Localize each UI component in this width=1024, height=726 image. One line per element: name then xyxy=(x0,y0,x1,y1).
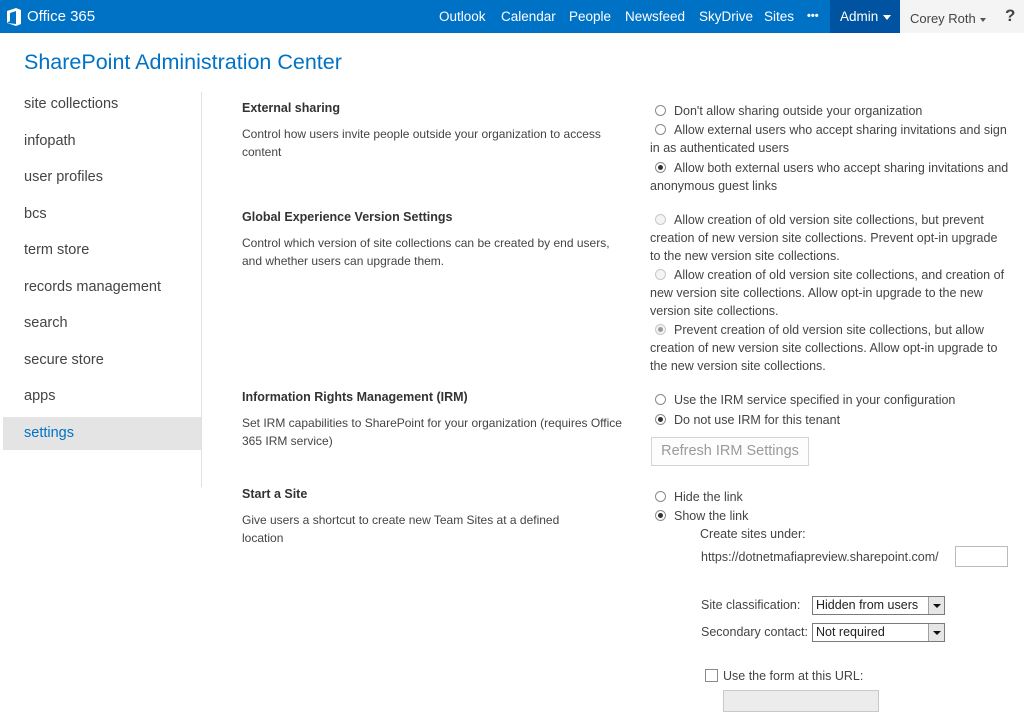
create-sites-under-label: Create sites under: xyxy=(700,527,806,541)
site-path-input[interactable] xyxy=(955,546,1008,567)
option-global-experience-0 xyxy=(650,211,1010,265)
leftnav-secure-store[interactable]: secure store xyxy=(24,352,104,368)
nav-sites[interactable]: Sites xyxy=(764,9,795,24)
leftnav-divider xyxy=(201,92,202,487)
radio-button[interactable] xyxy=(655,214,666,225)
radio-button-selected[interactable] xyxy=(655,510,666,521)
section-desc-irm: Set IRM capabilities to SharePoint for your organization (requires Office 365 IRM service) xyxy=(242,416,622,448)
nav-people[interactable]: People xyxy=(569,9,612,24)
help-icon[interactable]: ? xyxy=(1005,6,1016,25)
option-external-sharing-0 xyxy=(650,102,1010,120)
radio-button[interactable] xyxy=(655,269,666,280)
leftnav-search[interactable]: search xyxy=(24,315,68,331)
office365-brand[interactable] xyxy=(6,0,95,33)
site-classification-label: Site classification: xyxy=(701,598,801,612)
leftnav-infopath[interactable]: infopath xyxy=(24,133,76,149)
suite-bar xyxy=(0,0,1024,33)
leftnav-term-store[interactable]: term store xyxy=(24,242,90,258)
nav-admin[interactable] xyxy=(830,0,900,33)
section-title-start-site: Start a Site xyxy=(242,487,308,501)
secondary-contact-select[interactable] xyxy=(812,623,945,642)
secondary-contact-value: Not required xyxy=(816,625,885,639)
section-title-irm: Information Rights Management (IRM) xyxy=(242,390,468,404)
option-label: Do not use IRM for this tenant xyxy=(674,413,841,427)
section-desc-external-sharing: Control how users invite people outside your organization to access content xyxy=(242,127,601,159)
chevron-down-icon xyxy=(883,15,891,20)
option-start-site-hide xyxy=(650,488,1010,506)
option-global-experience-2 xyxy=(650,321,1010,375)
option-label: Allow both external users who accept sharing invitations and anonymous guest links xyxy=(650,161,1009,193)
refresh-irm-settings-button[interactable]: Refresh IRM Settings xyxy=(651,437,809,466)
site-url-prefix: https://dotnetmafiapreview.sharepoint.com/ xyxy=(701,550,939,564)
page-title: SharePoint Administration Center xyxy=(24,50,342,74)
radio-button-selected[interactable] xyxy=(655,324,666,335)
section-title-global-experience: Global Experience Version Settings xyxy=(242,210,453,224)
option-label: Hide the link xyxy=(674,490,743,504)
option-label: Prevent creation of old version site collections, but allow creation of new version site collections. Allow opt-in upgrade to the new version site collections. xyxy=(650,323,998,373)
nav-admin-label: Admin xyxy=(840,9,879,24)
radio-button[interactable] xyxy=(655,124,666,135)
option-external-sharing-1 xyxy=(650,121,1010,157)
nav-newsfeed[interactable]: Newsfeed xyxy=(625,9,686,24)
leftnav-site-collections[interactable]: site collections xyxy=(24,96,119,112)
section-desc-global-experience: Control which version of site collections can be created by end users, and whether users can upgrade them. xyxy=(242,236,610,268)
office-logo-icon xyxy=(6,8,22,26)
section-desc-start-site: Give users a shortcut to create new Team Sites at a defined location xyxy=(242,513,560,545)
option-label: Allow external users who accept sharing invitations and sign in as authenticated users xyxy=(650,123,1007,155)
option-global-experience-1 xyxy=(650,266,1010,320)
form-url-input[interactable] xyxy=(723,690,879,712)
option-label: Allow creation of old version site collections, but prevent creation of new version site collections. Prevent opt-in upgrade to the new version site collections. xyxy=(650,213,998,263)
nav-calendar[interactable]: Calendar xyxy=(501,9,556,24)
dropdown-arrow-icon xyxy=(928,597,944,614)
option-label: Don't allow sharing outside your organization xyxy=(674,104,923,118)
leftnav-apps[interactable]: apps xyxy=(24,388,56,404)
leftnav-user-profiles[interactable]: user profiles xyxy=(24,169,103,185)
site-classification-select[interactable] xyxy=(812,596,945,615)
nav-skydrive[interactable]: SkyDrive xyxy=(699,9,754,24)
site-classification-value: Hidden from users xyxy=(816,598,919,612)
brand-label: Office 365 xyxy=(27,8,96,25)
secondary-contact-label: Secondary contact: xyxy=(701,625,809,639)
radio-button[interactable] xyxy=(655,491,666,502)
radio-button[interactable] xyxy=(655,394,666,405)
use-form-checkbox[interactable] xyxy=(705,669,718,682)
nav-outlook[interactable]: Outlook xyxy=(439,9,486,24)
dropdown-arrow-icon xyxy=(928,624,944,641)
leftnav-bcs[interactable]: bcs xyxy=(24,206,47,222)
option-label: Allow creation of old version site collections, and creation of new version site collections. Allow opt-in upgrade to the new version site collections. xyxy=(650,268,1005,318)
leftnav-records-management[interactable]: records management xyxy=(24,279,162,295)
user-name-block xyxy=(910,0,986,38)
user-name: Corey Roth xyxy=(910,11,976,26)
option-label: Show the link xyxy=(674,509,749,523)
option-irm-0 xyxy=(650,391,1010,409)
nav-more-icon[interactable]: ••• xyxy=(807,10,819,22)
radio-button-selected[interactable] xyxy=(655,414,666,425)
radio-button[interactable] xyxy=(655,105,666,116)
chevron-down-icon xyxy=(980,18,986,22)
radio-button-selected[interactable] xyxy=(655,162,666,173)
option-start-site-show xyxy=(650,507,1010,525)
option-external-sharing-2 xyxy=(650,159,1010,195)
leftnav-settings[interactable]: settings xyxy=(3,417,202,450)
option-irm-1 xyxy=(650,411,1010,429)
option-label: Use the IRM service specified in your configuration xyxy=(674,393,956,407)
section-title-external-sharing: External sharing xyxy=(242,101,340,115)
use-form-label: Use the form at this URL: xyxy=(723,669,864,683)
